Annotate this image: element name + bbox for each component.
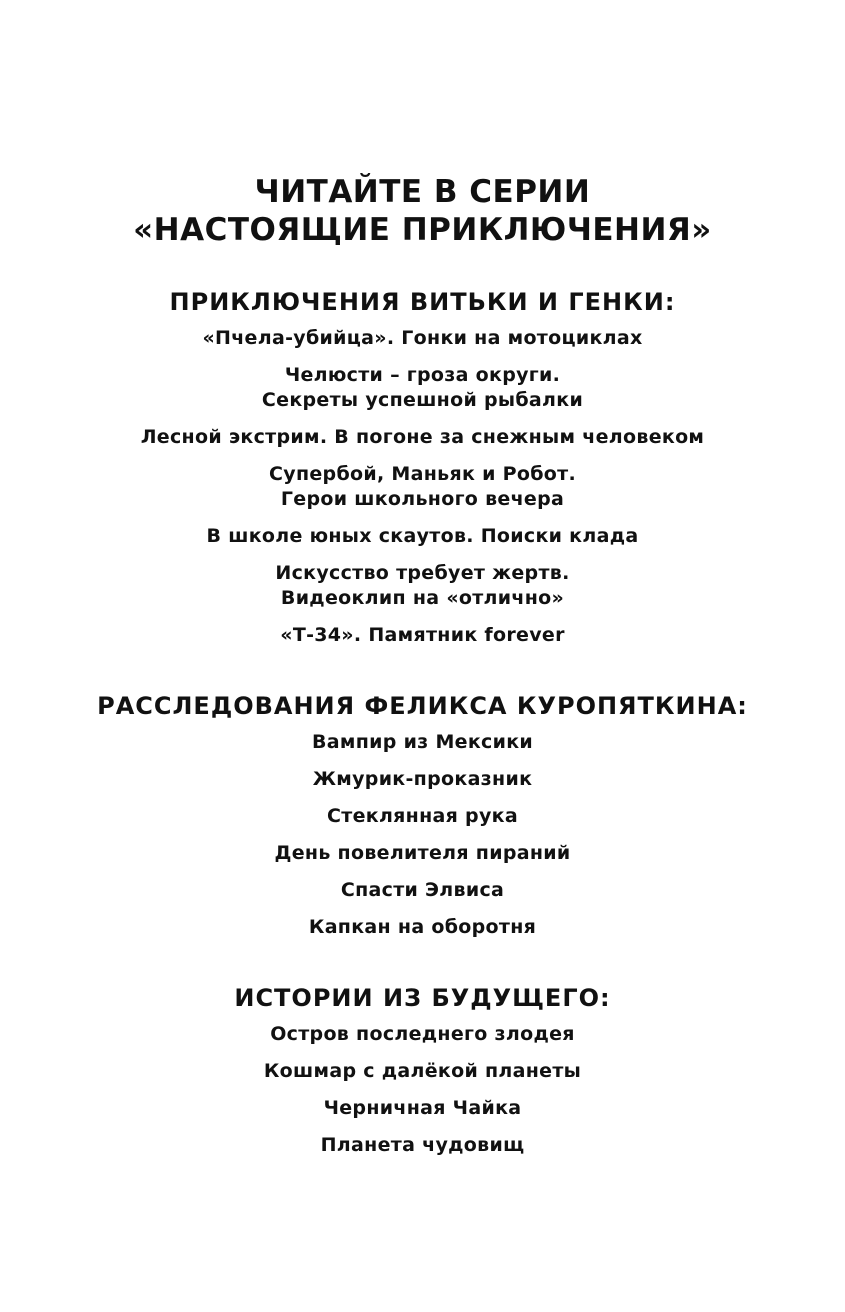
book-title bbox=[0, 1096, 845, 1121]
book-title bbox=[0, 915, 845, 940]
book-title-line: Герои школьного вечера bbox=[280, 488, 565, 510]
book-title bbox=[0, 1022, 845, 1047]
book-title bbox=[0, 1133, 845, 1158]
book-title-line: Супербой, Маньяк и Робот. bbox=[269, 463, 576, 485]
book-title-line: «Т-34». Памятник forever bbox=[280, 624, 565, 646]
book-title bbox=[0, 623, 845, 648]
page-title bbox=[0, 173, 845, 249]
book-title bbox=[0, 841, 845, 866]
book-title bbox=[0, 767, 845, 792]
book-title bbox=[0, 524, 845, 549]
book-title bbox=[0, 326, 845, 351]
book-title-line: Секреты успешной рыбалки bbox=[261, 389, 584, 411]
book-title bbox=[0, 1059, 845, 1084]
section-heading: ИСТОРИИ ИЗ БУДУЩЕГО: bbox=[234, 984, 611, 1012]
series-section bbox=[0, 287, 845, 660]
book-title-line: «Пчела-убийца». Гонки на мотоциклах bbox=[202, 327, 643, 349]
book-title-line: Спасти Элвиса bbox=[340, 879, 505, 901]
book-title-line: В школе юных скаутов. Поиски клада bbox=[206, 525, 639, 547]
book-title-line: Жмурик-проказник bbox=[312, 768, 533, 790]
book-title-line: Лесной экстрим. В погоне за снежным человеком bbox=[140, 426, 705, 448]
book-title-line: Челюсти – гроза округи. bbox=[284, 364, 561, 386]
book-title-line: Кошмар с далёкой планеты bbox=[263, 1060, 582, 1082]
book-title-line: Капкан на оборотня bbox=[308, 916, 537, 938]
title-line: ЧИТАЙТЕ В СЕРИИ bbox=[254, 174, 591, 210]
section-heading: ПРИКЛЮЧЕНИЯ ВИТЬКИ И ГЕНКИ: bbox=[169, 288, 676, 316]
book-title-line: Планета чудовищ bbox=[320, 1134, 525, 1156]
title-line: «НАСТОЯЩИЕ ПРИКЛЮЧЕНИЯ» bbox=[133, 212, 712, 248]
book-title-line: Стеклянная рука bbox=[327, 805, 518, 827]
book-title bbox=[0, 462, 845, 512]
book-title bbox=[0, 363, 845, 413]
series-section bbox=[0, 983, 845, 1170]
book-title bbox=[0, 730, 845, 755]
book-title-line: Черничная Чайка bbox=[323, 1097, 522, 1119]
book-title bbox=[0, 804, 845, 829]
book-title-line: День повелителя пираний bbox=[274, 842, 571, 864]
book-title-line: Видеоклип на «отлично» bbox=[280, 587, 565, 609]
book-title bbox=[0, 878, 845, 903]
book-title bbox=[0, 561, 845, 611]
series-section bbox=[0, 691, 845, 952]
book-title bbox=[0, 425, 845, 450]
section-heading: РАССЛЕДОВАНИЯ ФЕЛИКСА КУРОПЯТКИНА: bbox=[97, 692, 748, 720]
book-title-line: Искусство требует жертв. bbox=[275, 562, 570, 584]
book-title-line: Вампир из Мексики bbox=[311, 731, 534, 753]
book-title-line: Остров последнего злодея bbox=[270, 1023, 575, 1045]
